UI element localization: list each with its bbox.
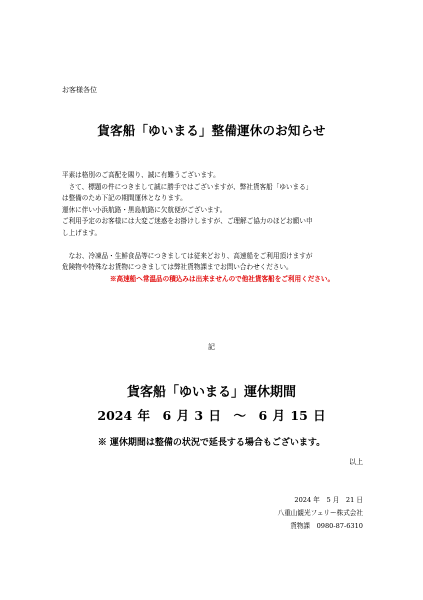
- period-dates: 2024 年 6 月 3 日 ～ 6 月 15 日: [97, 408, 326, 423]
- body-line: ご利用予定のお客様には大変ご迷惑をお掛けしますが、ご理解ご協力のほどお願い申: [62, 217, 313, 226]
- body-line: なお、冷凍品・生鮮食品等につきましては従来どおり、高速船をご利用頂けますが: [62, 251, 313, 260]
- ijou-closing: 以上: [349, 458, 363, 466]
- extension-note: ※ 運休期間は整備の状況で延長する場合もございます。: [97, 438, 326, 448]
- period-title: 貨客船「ゆいまる」運休期間: [126, 385, 296, 400]
- footer-dept-phone: 貨物課 0980-87-6310: [290, 522, 363, 530]
- footer-company: 八重山観光フェリー株式会社: [277, 509, 363, 517]
- body-line: さて、標題の件につきまして誠に勝手ではございますが、弊社貨客船「ゆいまる」: [62, 182, 313, 191]
- body-line: 平素は格別のご高配を賜り、誠に有難うございます。: [62, 171, 220, 179]
- body-line: し上げます。: [62, 228, 102, 237]
- ki-heading: 記: [208, 343, 215, 351]
- body-line: は整備のため下記の期間運休となります。: [62, 194, 187, 203]
- footer-date: 2024 年 5 月 21 日: [294, 496, 363, 504]
- footer-signature: [203, 494, 363, 533]
- notice-title: 貨客船「ゆいまる」整備運休のお知らせ: [97, 123, 326, 138]
- body-line: 危険物や特殊なお貨物につきましては弊社貨物課までお問い合わせください。: [62, 263, 293, 272]
- body-line: 運休に伴い小浜航路・黒島航路に欠航便がございます。: [62, 205, 227, 214]
- red-notice: ※高速船へ常温品の積込みは出来ませんので他社貨客船をご利用ください。: [109, 274, 335, 283]
- salutation: お客様各位: [62, 86, 97, 94]
- paragraph-gap: [62, 240, 372, 251]
- notice-body: [62, 170, 372, 285]
